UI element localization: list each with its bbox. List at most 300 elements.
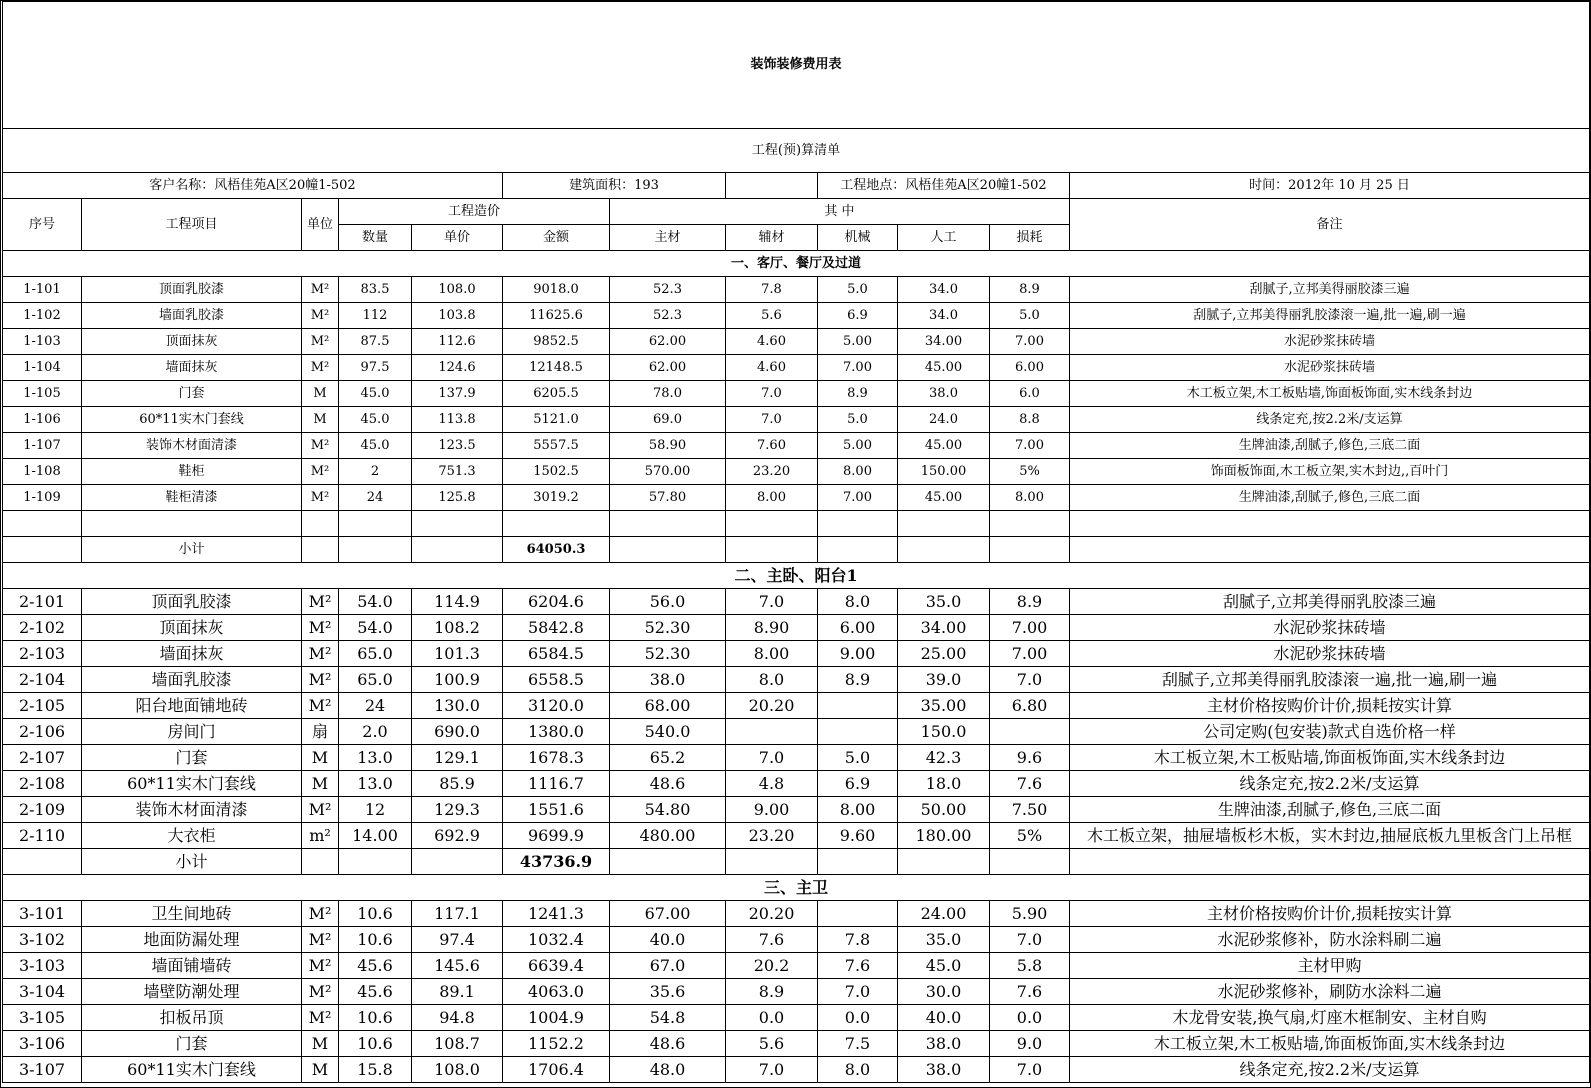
cell-qty: 83.5 [339, 277, 412, 303]
cell-aux-material: 23.20 [726, 823, 818, 849]
cell-aux-material: 7.0 [726, 589, 818, 615]
cell-seq: 1-102 [3, 303, 82, 329]
subtotal-amount: 64050.3 [503, 537, 610, 563]
cell-price: 85.9 [412, 771, 503, 797]
cell-qty: 65.0 [339, 667, 412, 693]
cell-amount: 6205.5 [503, 381, 610, 407]
cell-seq: 2-108 [3, 771, 82, 797]
cell-labor: 34.0 [898, 303, 990, 329]
header-unit: 单位 [302, 199, 339, 251]
cell-loss: 7.50 [990, 797, 1070, 823]
cell-qty: 2 [339, 459, 412, 485]
cell-price: 690.0 [412, 719, 503, 745]
cell-loss: 6.0 [990, 381, 1070, 407]
cell-machine: 6.9 [818, 303, 898, 329]
cell-main-material: 62.00 [610, 329, 726, 355]
cell-labor: 150.00 [898, 459, 990, 485]
cell-seq: 1-106 [3, 407, 82, 433]
cell-labor: 30.0 [898, 979, 990, 1005]
cell-unit: M² [302, 641, 339, 667]
header-remark: 备注 [1070, 199, 1590, 251]
cell-amount: 1551.6 [503, 797, 610, 823]
cell-amount: 11625.6 [503, 303, 610, 329]
cell-labor: 42.3 [898, 745, 990, 771]
cell-seq: 2-110 [3, 823, 82, 849]
empty-cell [818, 849, 898, 875]
cell-loss: 7.0 [990, 927, 1070, 953]
cell-remark: 木工板立架,木工板贴墙,饰面板饰面,实木线条封边 [1070, 381, 1590, 407]
cell-machine: 7.6 [818, 953, 898, 979]
cell-qty: 45.0 [339, 407, 412, 433]
cell-main-material: 40.0 [610, 927, 726, 953]
cell-machine: 5.00 [818, 433, 898, 459]
cell-machine: 5.0 [818, 277, 898, 303]
table-row [3, 667, 1590, 693]
cell-amount: 5557.5 [503, 433, 610, 459]
table-row [3, 303, 1590, 329]
cell-amount: 12148.5 [503, 355, 610, 381]
cell-price: 129.3 [412, 797, 503, 823]
cell-remark: 水泥砂浆修补，刷防水涂料二遍 [1070, 979, 1590, 1005]
cell-loss: 7.0 [990, 667, 1070, 693]
cell-main-material: 62.00 [610, 355, 726, 381]
table-row [3, 1005, 1590, 1031]
cell-labor: 34.00 [898, 329, 990, 355]
section-header-row [3, 251, 1590, 277]
empty-cell [339, 537, 412, 563]
empty-cell [412, 849, 503, 875]
empty-cell [610, 537, 726, 563]
cell-aux-material: 8.00 [726, 485, 818, 511]
cell-seq: 1-108 [3, 459, 82, 485]
page-subtitle: 工程(预)算清单 [3, 129, 1590, 173]
cell-item: 墙面乳胶漆 [82, 303, 302, 329]
cell-main-material: 54.8 [610, 1005, 726, 1031]
cell-main-material: 56.0 [610, 589, 726, 615]
cell-main-material: 65.2 [610, 745, 726, 771]
cell-item: 门套 [82, 745, 302, 771]
cell-aux-material: 7.6 [726, 927, 818, 953]
cell-remark: 主材价格按购价计价,损耗按实计算 [1070, 901, 1590, 927]
cell-amount: 5842.8 [503, 615, 610, 641]
cell-loss: 7.00 [990, 615, 1070, 641]
cell-price: 112.6 [412, 329, 503, 355]
cell-item: 60*11实木门套线 [82, 1057, 302, 1083]
cell-loss: 5.90 [990, 901, 1070, 927]
cell-seq: 3-103 [3, 953, 82, 979]
cell-remark: 水泥砂浆抹砖墙 [1070, 641, 1590, 667]
cell-seq: 1-105 [3, 381, 82, 407]
cell-unit: M² [302, 667, 339, 693]
cell-aux-material: 8.9 [726, 979, 818, 1005]
cost-table [2, 1, 1590, 1083]
cell-labor: 24.00 [898, 901, 990, 927]
cell-price: 94.8 [412, 1005, 503, 1031]
cell-labor: 35.0 [898, 589, 990, 615]
subtotal-label: 小计 [82, 849, 302, 875]
cell-remark: 线条定充,按2.2米/支运算 [1070, 1057, 1590, 1083]
cell-qty: 14.00 [339, 823, 412, 849]
cell-seq: 3-106 [3, 1031, 82, 1057]
section-header-row [3, 875, 1590, 901]
cell-main-material: 52.3 [610, 303, 726, 329]
cell-loss: 7.00 [990, 433, 1070, 459]
cell-item: 门套 [82, 381, 302, 407]
cell-machine: 8.9 [818, 381, 898, 407]
cell-item: 墙面抹灰 [82, 355, 302, 381]
page-title: 装饰装修费用表 [3, 2, 1590, 129]
subtotal-row [3, 537, 1590, 563]
cell-amount: 6204.6 [503, 589, 610, 615]
cell-loss: 8.00 [990, 485, 1070, 511]
cell-seq: 2-103 [3, 641, 82, 667]
cell-amount: 4063.0 [503, 979, 610, 1005]
cell-aux-material: 4.60 [726, 329, 818, 355]
cell-unit: M [302, 771, 339, 797]
cell-item: 门套 [82, 1031, 302, 1057]
cell-machine: 6.9 [818, 771, 898, 797]
cell-qty: 13.0 [339, 771, 412, 797]
cell-price: 751.3 [412, 459, 503, 485]
customer-name: 客户名称：风梧佳苑A区20幢1-502 [3, 173, 503, 199]
cell-main-material: 67.0 [610, 953, 726, 979]
cell-price: 89.1 [412, 979, 503, 1005]
cell-item: 60*11实木门套线 [82, 407, 302, 433]
cell-remark: 刮腻子,立邦美得丽乳胶漆三遍 [1070, 589, 1590, 615]
cell-unit: 扇 [302, 719, 339, 745]
cell-qty: 10.6 [339, 1031, 412, 1057]
cell-main-material: 540.0 [610, 719, 726, 745]
cell-price: 108.0 [412, 1057, 503, 1083]
table-row [3, 589, 1590, 615]
cell-aux-material: 5.6 [726, 303, 818, 329]
cell-labor: 34.00 [898, 615, 990, 641]
cell-unit: M² [302, 277, 339, 303]
cell-unit: m² [302, 823, 339, 849]
cell-labor: 39.0 [898, 667, 990, 693]
header-loss: 损耗 [990, 225, 1070, 251]
cell-machine: 8.0 [818, 1057, 898, 1083]
cell-price: 137.9 [412, 381, 503, 407]
cell-amount: 3120.0 [503, 693, 610, 719]
cell-item: 60*11实木门套线 [82, 771, 302, 797]
cell-item: 房间门 [82, 719, 302, 745]
cell-qty: 45.6 [339, 979, 412, 1005]
cell-item: 地面防漏处理 [82, 927, 302, 953]
header-qty: 数量 [339, 225, 412, 251]
header-seq: 序号 [3, 199, 82, 251]
cell-remark: 主材甲购 [1070, 953, 1590, 979]
cell-main-material: 78.0 [610, 381, 726, 407]
table-row [3, 459, 1590, 485]
cell-seq: 3-104 [3, 979, 82, 1005]
cell-remark: 生牌油漆,刮腻子,修色,三底二面 [1070, 433, 1590, 459]
cell-qty: 10.6 [339, 1005, 412, 1031]
cell-seq: 2-101 [3, 589, 82, 615]
cell-price: 130.0 [412, 693, 503, 719]
cell-amount: 9852.5 [503, 329, 610, 355]
cell-labor: 38.0 [898, 381, 990, 407]
cell-price: 124.6 [412, 355, 503, 381]
cell-amount: 6558.5 [503, 667, 610, 693]
cell-machine: 9.60 [818, 823, 898, 849]
header-detail-group: 其 中 [610, 199, 1070, 225]
table-row [3, 979, 1590, 1005]
cell-remark: 公司定购(包安装)款式自选价格一样 [1070, 719, 1590, 745]
cell-qty: 45.0 [339, 381, 412, 407]
cell-aux-material: 4.60 [726, 355, 818, 381]
cell-remark: 生牌油漆,刮腻子,修色,三底二面 [1070, 485, 1590, 511]
table-row [3, 355, 1590, 381]
cell-amount: 6639.4 [503, 953, 610, 979]
cell-seq: 3-102 [3, 927, 82, 953]
cell-loss: 6.00 [990, 355, 1070, 381]
cell-aux-material: 7.60 [726, 433, 818, 459]
cell-remark: 水泥砂浆抹砖墙 [1070, 355, 1590, 381]
cell-price: 108.7 [412, 1031, 503, 1057]
cell-unit: M² [302, 329, 339, 355]
table-row [3, 719, 1590, 745]
cell-qty: 2.0 [339, 719, 412, 745]
cell-loss: 5% [990, 459, 1070, 485]
cell-amount: 1032.4 [503, 927, 610, 953]
cell-aux-material: 7.0 [726, 407, 818, 433]
cell-loss: 7.0 [990, 1057, 1070, 1083]
section-title: 三、主卫 [3, 875, 1590, 901]
cell-main-material: 54.80 [610, 797, 726, 823]
cell-unit: M² [302, 979, 339, 1005]
cell-machine: 8.00 [818, 459, 898, 485]
cell-labor: 180.00 [898, 823, 990, 849]
cell-aux-material: 0.0 [726, 1005, 818, 1031]
header-price: 单价 [412, 225, 503, 251]
cell-unit: M² [302, 953, 339, 979]
empty-cell [412, 537, 503, 563]
cell-price: 100.9 [412, 667, 503, 693]
cell-labor: 34.0 [898, 277, 990, 303]
empty-cell [302, 849, 339, 875]
cell-seq: 2-109 [3, 797, 82, 823]
cell-remark: 饰面板饰面,木工板立架,实木封边,,百叶门 [1070, 459, 1590, 485]
cell-qty: 45.0 [339, 433, 412, 459]
cell-price: 97.4 [412, 927, 503, 953]
blank-row [3, 511, 1590, 537]
cell-machine: 8.00 [818, 797, 898, 823]
cell-remark: 水泥砂浆抹砖墙 [1070, 615, 1590, 641]
cell-labor: 25.00 [898, 641, 990, 667]
cell-labor: 38.0 [898, 1057, 990, 1083]
cell-remark: 刮腻子,立邦美得丽胶漆三遍 [1070, 277, 1590, 303]
table-row [3, 329, 1590, 355]
empty-cell [610, 511, 726, 537]
cell-qty: 112 [339, 303, 412, 329]
cell-price: 117.1 [412, 901, 503, 927]
cell-main-material: 48.6 [610, 771, 726, 797]
cell-main-material: 68.00 [610, 693, 726, 719]
cell-unit: M [302, 407, 339, 433]
cell-labor: 40.0 [898, 1005, 990, 1031]
cell-amount: 1678.3 [503, 745, 610, 771]
cell-unit: M² [302, 901, 339, 927]
cell-unit: M² [302, 589, 339, 615]
cell-machine [818, 693, 898, 719]
cell-unit: M² [302, 485, 339, 511]
cell-main-material: 52.3 [610, 277, 726, 303]
cell-seq: 2-102 [3, 615, 82, 641]
empty-cell [302, 511, 339, 537]
cell-seq: 3-101 [3, 901, 82, 927]
empty-cell [302, 537, 339, 563]
table-row [3, 901, 1590, 927]
cell-remark: 水泥砂浆修补，防水涂料刷二遍 [1070, 927, 1590, 953]
cell-qty: 24 [339, 485, 412, 511]
cell-qty: 10.6 [339, 927, 412, 953]
cell-qty: 10.6 [339, 901, 412, 927]
empty-cell [412, 511, 503, 537]
cell-aux-material: 9.00 [726, 797, 818, 823]
empty-cell [990, 849, 1070, 875]
cell-price: 125.8 [412, 485, 503, 511]
cell-loss: 7.00 [990, 641, 1070, 667]
cell-item: 鞋柜 [82, 459, 302, 485]
section-title: 二、主卧、阳台1 [3, 563, 1590, 589]
cell-item: 顶面抹灰 [82, 615, 302, 641]
cell-amount: 6584.5 [503, 641, 610, 667]
cell-labor: 50.00 [898, 797, 990, 823]
empty-cell [3, 537, 82, 563]
empty-cell [1070, 849, 1590, 875]
cell-amount: 9018.0 [503, 277, 610, 303]
empty-cell [726, 537, 818, 563]
cell-loss: 6.80 [990, 693, 1070, 719]
cell-loss: 0.0 [990, 1005, 1070, 1031]
cell-loss: 5% [990, 823, 1070, 849]
cell-loss: 9.6 [990, 745, 1070, 771]
cell-item: 鞋柜清漆 [82, 485, 302, 511]
cell-remark: 线条定充,按2.2米/支运算 [1070, 407, 1590, 433]
cell-remark: 水泥砂浆抹砖墙 [1070, 329, 1590, 355]
cell-remark: 木龙骨安装,换气扇,灯座木框制安、主材自购 [1070, 1005, 1590, 1031]
cell-main-material: 48.0 [610, 1057, 726, 1083]
table-row [3, 745, 1590, 771]
cell-seq: 3-107 [3, 1057, 82, 1083]
cell-amount: 5121.0 [503, 407, 610, 433]
cell-remark: 主材价格按购价计价,损耗按实计算 [1070, 693, 1590, 719]
cell-machine: 5.0 [818, 745, 898, 771]
empty-cell [610, 849, 726, 875]
cell-qty: 65.0 [339, 641, 412, 667]
table-row [3, 1031, 1590, 1057]
cell-remark: 刮腻子,立邦美得丽乳胶漆滚一遍,批一遍,刷一遍 [1070, 667, 1590, 693]
table-row [3, 381, 1590, 407]
cell-price: 123.5 [412, 433, 503, 459]
table-row [3, 953, 1590, 979]
cell-machine [818, 901, 898, 927]
table-row [3, 693, 1590, 719]
cell-labor: 45.00 [898, 433, 990, 459]
cell-qty: 13.0 [339, 745, 412, 771]
cell-aux-material [726, 719, 818, 745]
building-area: 建筑面积：193 [503, 173, 726, 199]
cell-unit: M² [302, 459, 339, 485]
cell-seq: 1-109 [3, 485, 82, 511]
empty-cell [503, 511, 610, 537]
cell-price: 113.8 [412, 407, 503, 433]
cell-seq: 1-103 [3, 329, 82, 355]
table-row [3, 797, 1590, 823]
cell-item: 顶面乳胶漆 [82, 277, 302, 303]
cell-aux-material: 8.90 [726, 615, 818, 641]
cell-labor: 18.0 [898, 771, 990, 797]
header-cost-group: 工程造价 [339, 199, 610, 225]
cell-item: 大衣柜 [82, 823, 302, 849]
cell-seq: 3-105 [3, 1005, 82, 1031]
cell-main-material: 35.6 [610, 979, 726, 1005]
cell-aux-material: 20.2 [726, 953, 818, 979]
cell-unit: M² [302, 615, 339, 641]
cell-price: 129.1 [412, 745, 503, 771]
cell-price: 692.9 [412, 823, 503, 849]
cell-amount: 1380.0 [503, 719, 610, 745]
table-row [3, 771, 1590, 797]
cell-loss: 7.6 [990, 979, 1070, 1005]
cell-machine: 9.00 [818, 641, 898, 667]
table-row [3, 407, 1590, 433]
cell-qty: 54.0 [339, 615, 412, 641]
cell-loss: 8.9 [990, 589, 1070, 615]
cell-remark: 木工板立架,木工板贴墙,饰面板饰面,实木线条封边 [1070, 745, 1590, 771]
cell-machine: 6.00 [818, 615, 898, 641]
cell-price: 145.6 [412, 953, 503, 979]
cell-machine: 7.0 [818, 979, 898, 1005]
cell-machine: 7.00 [818, 485, 898, 511]
cell-loss [990, 719, 1070, 745]
project-location: 工程地点：风梧佳苑A区20幢1-502 [818, 173, 1070, 199]
table-row [3, 1057, 1590, 1083]
cell-machine: 8.9 [818, 667, 898, 693]
cell-labor: 45.00 [898, 485, 990, 511]
cell-unit: M² [302, 1005, 339, 1031]
cell-amount: 1241.3 [503, 901, 610, 927]
cell-main-material: 58.90 [610, 433, 726, 459]
cell-seq: 2-106 [3, 719, 82, 745]
cell-loss: 5.8 [990, 953, 1070, 979]
empty-cell [726, 511, 818, 537]
cell-main-material: 48.6 [610, 1031, 726, 1057]
empty-cell [898, 849, 990, 875]
cell-labor: 45.0 [898, 953, 990, 979]
cell-machine: 5.0 [818, 407, 898, 433]
empty-cell [990, 537, 1070, 563]
cell-unit: M² [302, 927, 339, 953]
section-title: 一、客厅、餐厅及过道 [3, 251, 1590, 277]
cell-amount: 9699.9 [503, 823, 610, 849]
header-main-material: 主材 [610, 225, 726, 251]
cell-seq: 2-104 [3, 667, 82, 693]
header-machine: 机械 [818, 225, 898, 251]
cell-aux-material: 23.20 [726, 459, 818, 485]
empty-cell [3, 511, 82, 537]
empty-cell [82, 511, 302, 537]
empty-cell [898, 537, 990, 563]
cell-unit: M² [302, 303, 339, 329]
cell-remark: 生牌油漆,刮腻子,修色,三底二面 [1070, 797, 1590, 823]
info-spacer [726, 173, 818, 199]
cell-amount: 3019.2 [503, 485, 610, 511]
cell-item: 阳台地面铺地砖 [82, 693, 302, 719]
empty-cell [898, 511, 990, 537]
cell-main-material: 52.30 [610, 615, 726, 641]
